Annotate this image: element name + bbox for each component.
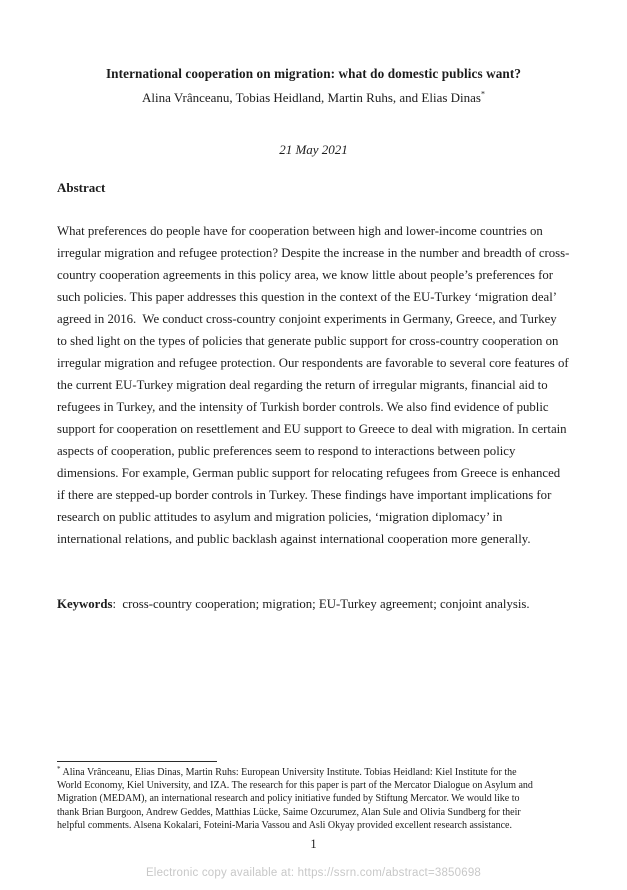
abstract-line: refugees in Turkey, and the intensity of Turkish border controls. We also find evidence of public <box>57 400 549 414</box>
abstract-line: irregular migration and refugee protection? Despite the increase in the number and breadth of cross- <box>57 246 570 260</box>
abstract-line: to shed light on the types of policies that generate public support for cross-country cooperation on <box>57 334 559 348</box>
authors-line <box>0 90 627 106</box>
abstract-body <box>57 220 572 550</box>
abstract-line: international relations, and public backlash against international cooperation more generally. <box>57 532 531 546</box>
abstract-line: the current EU-Turkey migration deal regarding the return of irregular migrants, financial aid to <box>57 378 548 392</box>
abstract-line: research on public attitudes to asylum and migration policies, ‘migration diplomacy’ in <box>57 510 503 524</box>
abstract-line: agreed in 2016. We conduct cross-country conjoint experiments in Germany, Greece, and Turkey <box>57 312 557 326</box>
footnote-line: thank Brian Burgoon, Andrew Geddes, Matthias Lücke, Saime Ozcurumez, Alan Sule and Olivia Sundberg for their <box>57 806 521 818</box>
keywords-text: : cross-country cooperation; migration; EU-Turkey agreement; conjoint analysis. <box>112 597 530 611</box>
footnote-text: Alina Vrânceanu, Elias Dinas, Martin Ruhs: European University Institute. Tobias Heidland: Kiel Institute for the <box>62 767 517 778</box>
abstract-line: support for cooperation on resettlement and EU support to Greece to deal with migration. In certain <box>57 422 567 436</box>
author-footnote-marker: * <box>481 89 485 99</box>
abstract-line: aspects of cooperation, public preferences seem to respond to interactions between policy <box>57 444 516 458</box>
authors-names: Alina Vrânceanu, Tobias Heidland, Martin Ruhs, and Elias Dinas <box>141 90 481 105</box>
abstract-line: dimensions. For example, German public support for relocating refugees from Greece is enhanced <box>57 466 561 480</box>
keywords-label: Keywords <box>57 597 113 611</box>
ssrn-footer-link[interactable]: Electronic copy available at: https://ssrn.com/abstract=3850698 <box>145 867 482 879</box>
footnote-line <box>57 766 575 779</box>
abstract-line: irregular migration and refugee protection. Our respondents are favorable to several core features of <box>57 356 569 370</box>
abstract-line: such policies. This paper addresses this question in the context of the EU-Turkey ‘migration deal’ <box>57 290 558 304</box>
footnote-marker: * <box>57 764 61 773</box>
paper-title: International cooperation on migration: what do domestic publics want? <box>105 66 522 81</box>
footnote <box>57 766 575 832</box>
footnote-line: helpful comments. Alsena Kokalari, Foteini-Maria Vassou and Asli Okyay provided excellent research assistance. <box>57 819 512 831</box>
abstract-line: What preferences do people have for cooperation between high and lower-income countries on <box>57 224 543 238</box>
footnote-separator <box>57 761 217 762</box>
abstract-line: if there are stepped-up border controls in Turkey. These findings have important implications for <box>57 488 552 502</box>
keywords-line <box>57 597 530 612</box>
page-number: 1 <box>310 837 317 851</box>
abstract-line: country cooperation agreements in this policy area, we know little about people’s preferences for <box>57 268 554 282</box>
paper-date: 21 May 2021 <box>279 142 348 157</box>
abstract-heading: Abstract <box>57 180 106 195</box>
footnote-line: Migration (MEDAM), an international research and policy initiative funded by Stiftung Mercator. We would like to <box>57 793 520 805</box>
footnote-line: World Economy, Kiel University, and IZA. The research for this paper is part of the Mercator Dialogue on Asylum and <box>57 780 533 792</box>
